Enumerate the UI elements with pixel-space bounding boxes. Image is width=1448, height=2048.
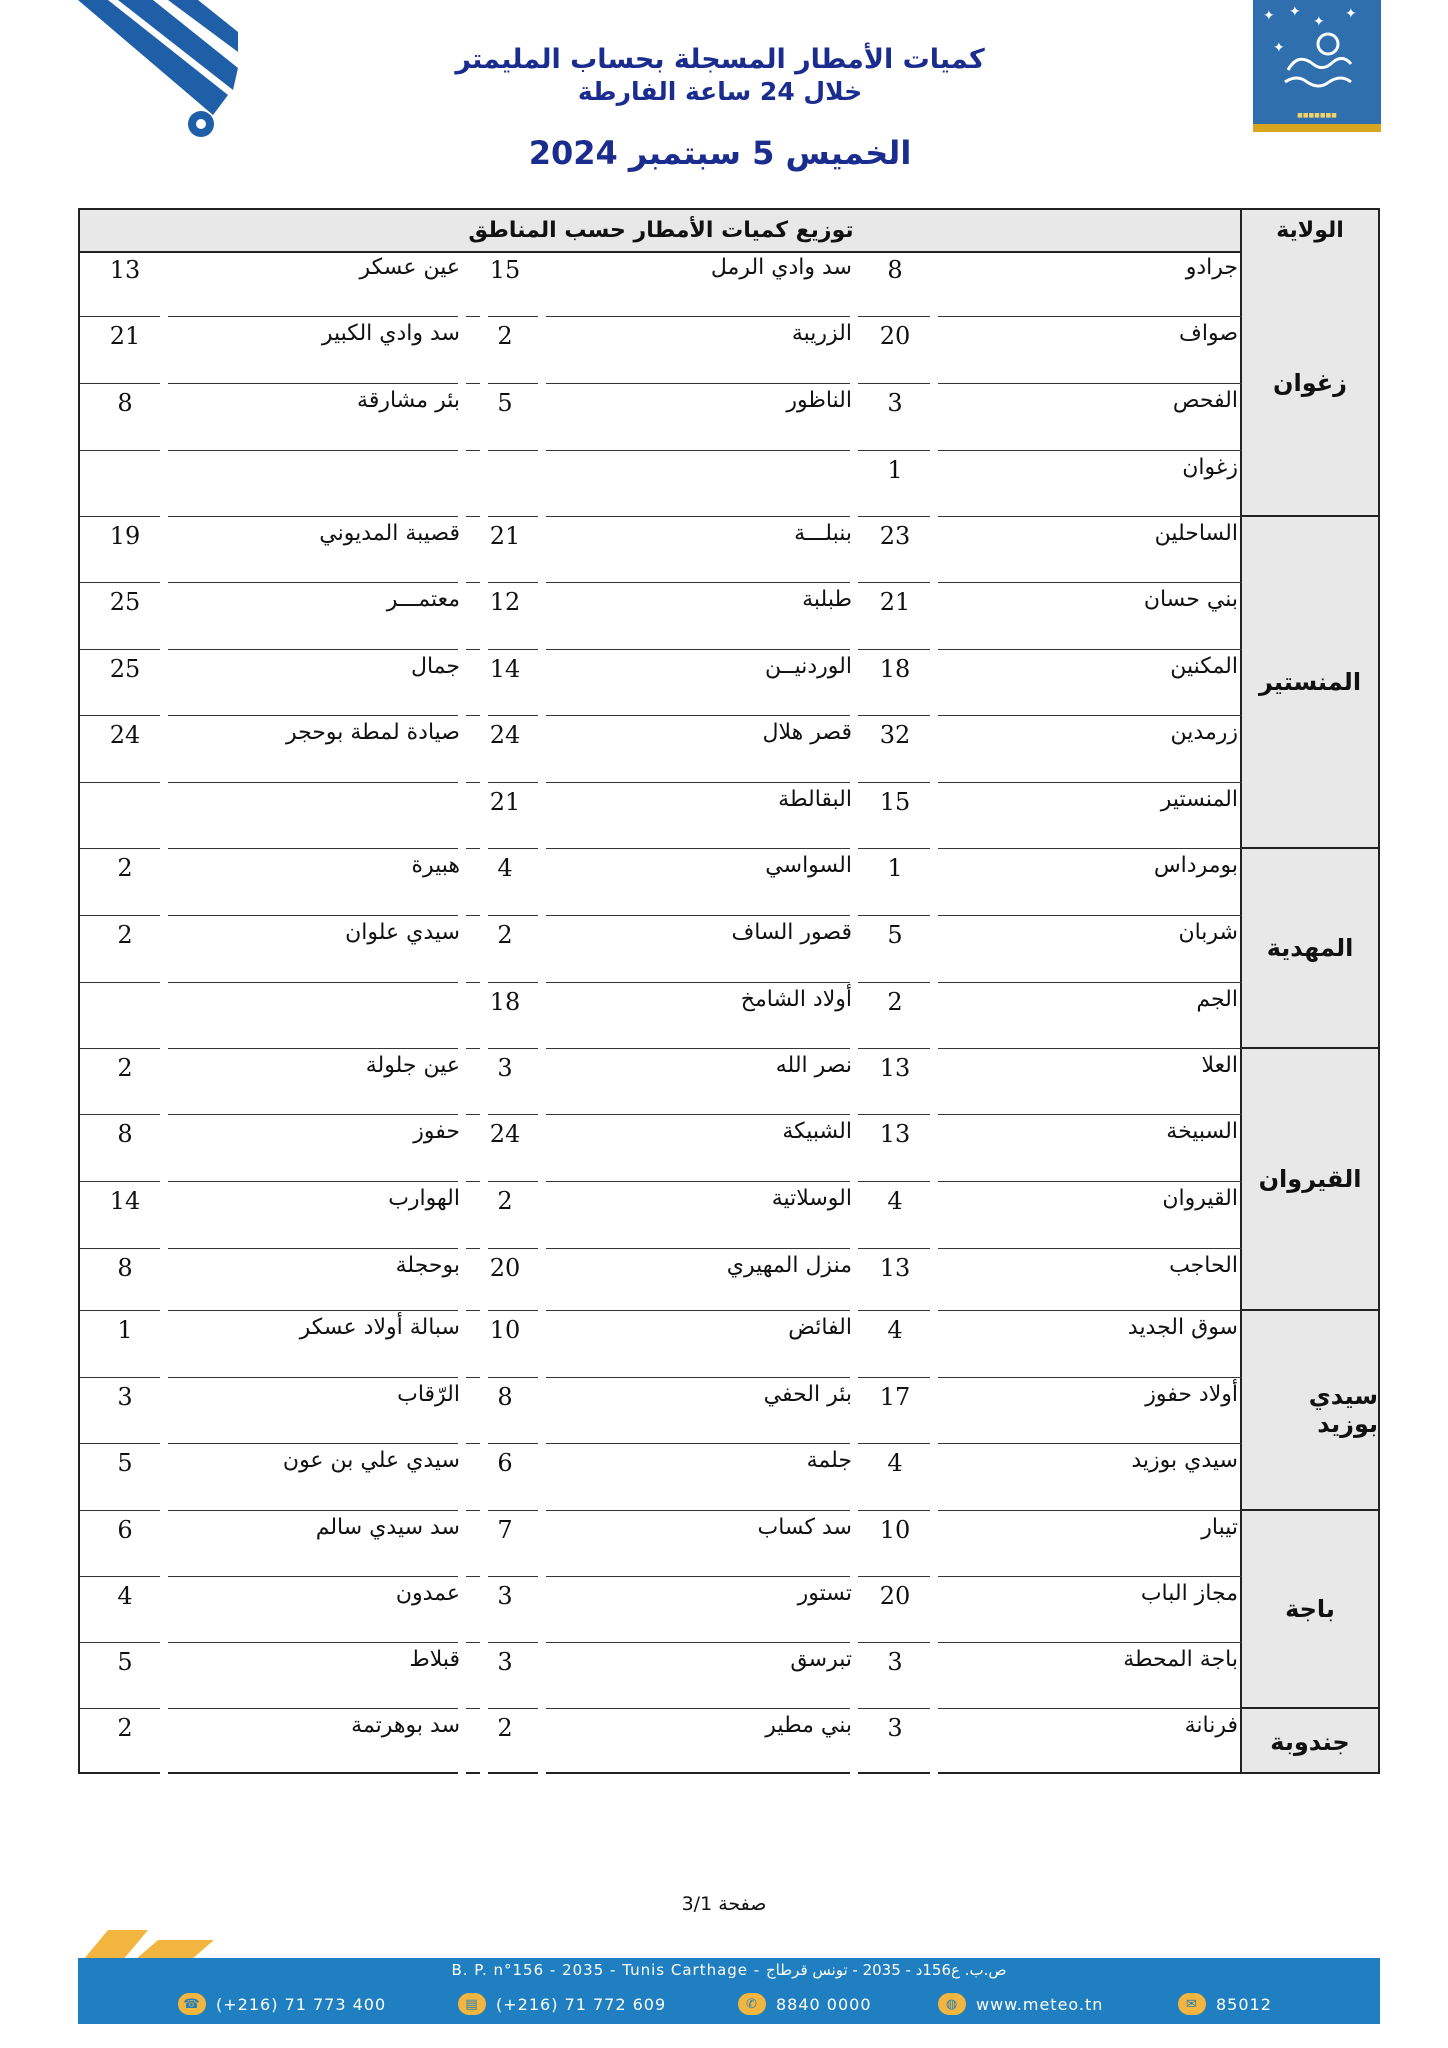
phone-icon: ☎ bbox=[178, 1993, 206, 2015]
footer-website bbox=[938, 1991, 1103, 2017]
rain-value: 6 bbox=[497, 1449, 513, 1477]
report-subtitle: خلال 24 ساعة الفارطة bbox=[577, 77, 863, 106]
fax-number: (+216) 71 772 609 bbox=[496, 1994, 667, 2014]
table-row bbox=[80, 451, 1242, 517]
station-name: الناظور bbox=[786, 388, 852, 413]
governorate-cell: القيروان bbox=[1242, 1049, 1378, 1311]
footer-address: B. P. n°156 - 2035 - Tunis Carthage - ص.ب. ع156د - 2035 - تونس قرطاج bbox=[451, 1961, 1007, 1979]
table-body bbox=[80, 251, 1242, 1772]
station-name: الوردنيــن bbox=[764, 654, 852, 679]
rain-value: 25 bbox=[109, 655, 141, 683]
station-name: طبلبة bbox=[802, 587, 852, 612]
rain-value: 24 bbox=[489, 1120, 521, 1148]
station-name: سوق الجديد bbox=[1127, 1315, 1238, 1340]
table-row bbox=[80, 1709, 1242, 1774]
rain-value: 8 bbox=[117, 1254, 133, 1282]
table-row bbox=[80, 1444, 1242, 1511]
rain-value: 2 bbox=[117, 1054, 133, 1082]
stripe-logo-icon bbox=[78, 0, 238, 140]
station-name: هبيرة bbox=[411, 853, 460, 878]
rain-value: 5 bbox=[117, 1449, 133, 1477]
globe-icon: ◍ bbox=[938, 1993, 966, 2015]
table-row bbox=[80, 1249, 1242, 1311]
governorate-column bbox=[1240, 251, 1378, 1772]
rain-value: 2 bbox=[497, 921, 513, 949]
rain-value: 3 bbox=[497, 1582, 513, 1610]
rain-value: 2 bbox=[497, 322, 513, 350]
station-name: زغوان bbox=[1182, 455, 1238, 480]
rain-value: 5 bbox=[117, 1648, 133, 1676]
table-row bbox=[80, 583, 1242, 650]
table-row bbox=[80, 1115, 1242, 1182]
table-row bbox=[80, 1311, 1242, 1378]
table-row bbox=[80, 783, 1242, 849]
phone-number: (+216) 71 773 400 bbox=[216, 1994, 387, 2014]
station-name: نصر الله bbox=[775, 1053, 852, 1078]
footer-fax bbox=[458, 1991, 666, 2017]
rain-value: 13 bbox=[879, 1120, 911, 1148]
rain-value: 20 bbox=[489, 1254, 521, 1282]
rain-value: 8 bbox=[117, 1120, 133, 1148]
station-name: سد كساب bbox=[757, 1515, 852, 1540]
rain-value: 21 bbox=[109, 322, 141, 350]
rain-value: 15 bbox=[489, 256, 521, 284]
station-name: الحاجب bbox=[1169, 1253, 1238, 1278]
rain-value: 4 bbox=[117, 1582, 133, 1610]
station-name: المكنين bbox=[1170, 654, 1238, 679]
rain-value: 4 bbox=[887, 1187, 903, 1215]
station-name: السبيخة bbox=[1166, 1119, 1238, 1144]
station-name: زرمدين bbox=[1170, 720, 1238, 745]
station-name: سيدي علوان bbox=[345, 920, 460, 945]
rain-value: 2 bbox=[887, 988, 903, 1016]
divider-gap bbox=[538, 1772, 546, 1776]
station-name: الوسلاتية bbox=[771, 1186, 852, 1211]
station-name: حفوز bbox=[413, 1119, 460, 1144]
rain-value: 3 bbox=[887, 1648, 903, 1676]
rain-value: 14 bbox=[109, 1187, 141, 1215]
station-name: مجاز الباب bbox=[1140, 1581, 1238, 1606]
rain-value: 4 bbox=[497, 854, 513, 882]
divider-gap bbox=[850, 1772, 858, 1776]
rain-value: 3 bbox=[887, 389, 903, 417]
station-name: الفائض bbox=[788, 1315, 852, 1340]
rain-value: 20 bbox=[879, 1582, 911, 1610]
rain-value: 17 bbox=[879, 1383, 911, 1411]
divider-gap bbox=[160, 1772, 168, 1776]
rain-value: 3 bbox=[117, 1383, 133, 1411]
station-name: قبلاط bbox=[409, 1647, 460, 1672]
divider-gap bbox=[458, 1772, 466, 1776]
station-name: سبالة أولاد عسكر bbox=[299, 1315, 460, 1340]
table-row bbox=[80, 384, 1242, 451]
footer-green-line bbox=[738, 1991, 872, 2017]
station-name: باجة المحطة bbox=[1123, 1647, 1238, 1672]
station-name: سيدي بوزيد bbox=[1131, 1448, 1238, 1473]
rain-value: 4 bbox=[887, 1449, 903, 1477]
station-name: بني حسان bbox=[1143, 587, 1238, 612]
green-number: 8840 0000 bbox=[776, 1994, 872, 2014]
rain-value: 1 bbox=[887, 456, 903, 484]
rainfall-table bbox=[78, 208, 1380, 1774]
station-name: قصيبة المديوني bbox=[319, 521, 460, 546]
station-name: شربان bbox=[1178, 920, 1238, 945]
station-name: سد بوهرتمة bbox=[351, 1713, 460, 1738]
star-icon: ✦ bbox=[1273, 40, 1285, 56]
governorate-cell: سيدي بوزيد bbox=[1242, 1311, 1378, 1511]
rain-value: 8 bbox=[117, 389, 133, 417]
rain-value: 24 bbox=[489, 721, 521, 749]
rain-value: 5 bbox=[497, 389, 513, 417]
header-distribution: توزيع كميات الأمطار حسب المناطق bbox=[468, 218, 854, 243]
station-name: جمال bbox=[410, 654, 460, 679]
footer-sms bbox=[1178, 1991, 1272, 2017]
rain-value: 1 bbox=[887, 854, 903, 882]
institute-caption: ■■■■■■■ bbox=[1297, 112, 1337, 119]
rain-value: 2 bbox=[497, 1187, 513, 1215]
rain-value: 21 bbox=[489, 788, 521, 816]
institute-logo bbox=[1253, 0, 1381, 132]
station-name: قصر هلال bbox=[762, 720, 852, 745]
green-phone-icon: ✆ bbox=[738, 1993, 766, 2015]
rain-value: 12 bbox=[489, 588, 521, 616]
governorate-cell: جندوبة bbox=[1270, 1727, 1350, 1756]
header-governorate: الولاية bbox=[1240, 210, 1378, 251]
rain-value: 3 bbox=[887, 1714, 903, 1742]
rain-value: 25 bbox=[109, 588, 141, 616]
rain-value: 3 bbox=[497, 1648, 513, 1676]
station-name: السواسي bbox=[765, 853, 852, 878]
sun-wave-icon bbox=[1283, 30, 1353, 90]
station-name: الزريبة bbox=[791, 321, 852, 346]
station-name: أولاد الشامخ bbox=[740, 987, 852, 1012]
station-name: منزل المهيري bbox=[726, 1253, 852, 1278]
star-icon: ✦ bbox=[1345, 6, 1357, 22]
rain-value: 5 bbox=[887, 921, 903, 949]
table-row bbox=[80, 849, 1242, 916]
station-name: سد سيدي سالم bbox=[315, 1515, 460, 1540]
station-name: سد وادي الكبير bbox=[321, 321, 460, 346]
station-name: بني مطير bbox=[765, 1713, 852, 1738]
station-name: سيدي علي بن عون bbox=[282, 1448, 460, 1473]
rain-value: 10 bbox=[489, 1316, 521, 1344]
station-name: الهوارب bbox=[388, 1186, 460, 1211]
page-number: صفحة 3/1 bbox=[681, 1893, 767, 1915]
rain-value: 13 bbox=[109, 256, 141, 284]
table-row bbox=[80, 1643, 1242, 1709]
station-name: تيبار bbox=[1201, 1515, 1238, 1540]
rain-value: 6 bbox=[117, 1516, 133, 1544]
table-row bbox=[80, 517, 1242, 583]
table-row bbox=[80, 1511, 1242, 1577]
station-name: عين عسكر bbox=[359, 255, 460, 280]
star-icon: ✦ bbox=[1289, 4, 1301, 20]
rain-value: 18 bbox=[879, 655, 911, 683]
table-row bbox=[80, 650, 1242, 716]
station-name: صواف bbox=[1179, 321, 1238, 346]
rain-value: 14 bbox=[489, 655, 521, 683]
station-name: بوحجلة bbox=[395, 1253, 460, 1278]
station-name: سد وادي الرمل bbox=[710, 255, 852, 280]
station-name: جرادو bbox=[1185, 255, 1238, 280]
fax-icon: ▤ bbox=[458, 1993, 486, 2015]
station-name: بئر مشارقة bbox=[357, 388, 460, 413]
station-name: الشبيكة bbox=[782, 1119, 852, 1144]
table-row bbox=[80, 251, 1242, 317]
table-row bbox=[80, 1182, 1242, 1249]
rain-value: 23 bbox=[879, 522, 911, 550]
rain-value: 1 bbox=[117, 1316, 133, 1344]
station-name: القيروان bbox=[1162, 1186, 1238, 1211]
rain-value: 13 bbox=[879, 1254, 911, 1282]
rain-value: 18 bbox=[489, 988, 521, 1016]
station-name: المنستير bbox=[1160, 787, 1238, 812]
table-row bbox=[80, 1049, 1242, 1115]
table-row bbox=[80, 1577, 1242, 1643]
station-name: أولاد حفوز bbox=[1145, 1382, 1238, 1407]
sms-number: 85012 bbox=[1216, 1994, 1272, 2014]
station-name: الجم bbox=[1196, 987, 1238, 1012]
divider-gap bbox=[930, 1772, 938, 1776]
table-row bbox=[80, 983, 1242, 1049]
footer-bar bbox=[78, 1958, 1380, 2024]
station-name: عمدون bbox=[395, 1581, 460, 1606]
governorate-cell: باجة bbox=[1242, 1511, 1378, 1709]
rain-value: 2 bbox=[497, 1714, 513, 1742]
star-icon: ✦ bbox=[1313, 14, 1325, 30]
table-row bbox=[80, 716, 1242, 783]
rain-value: 32 bbox=[879, 721, 911, 749]
rain-value: 10 bbox=[879, 1516, 911, 1544]
sms-icon: ✉ bbox=[1178, 1993, 1206, 2015]
table-row bbox=[80, 1378, 1242, 1444]
rain-value: 21 bbox=[879, 588, 911, 616]
rain-value: 8 bbox=[887, 256, 903, 284]
rain-value: 13 bbox=[879, 1054, 911, 1082]
station-name: الفحص bbox=[1172, 388, 1238, 413]
rain-value: 2 bbox=[117, 1714, 133, 1742]
governorate-cell: زغوان bbox=[1242, 251, 1378, 517]
website-link[interactable]: www.meteo.tn bbox=[976, 1994, 1104, 2014]
report-title: كميات الأمطار المسجلة بحساب المليمتر bbox=[455, 44, 985, 75]
station-name: البقالطة bbox=[778, 787, 852, 812]
table-row bbox=[80, 317, 1242, 384]
station-name: فرنانة bbox=[1184, 1713, 1238, 1738]
rain-value: 20 bbox=[879, 322, 911, 350]
station-name: بومرداس bbox=[1153, 853, 1238, 878]
report-date: الخميس 5 سبتمبر 2024 bbox=[528, 134, 912, 172]
station-name: تبرسق bbox=[790, 1647, 852, 1672]
station-name: جلمة bbox=[806, 1448, 852, 1473]
table-row bbox=[80, 916, 1242, 983]
rain-value: 8 bbox=[497, 1383, 513, 1411]
rain-value: 7 bbox=[497, 1516, 513, 1544]
rain-value: 2 bbox=[117, 854, 133, 882]
station-name: الساحلين bbox=[1154, 521, 1238, 546]
station-name: الرّقاب bbox=[397, 1382, 460, 1407]
footer-phone bbox=[178, 1991, 386, 2017]
star-icon: ✦ bbox=[1263, 8, 1275, 24]
station-name: تستور bbox=[797, 1581, 852, 1606]
station-name: العلا bbox=[1201, 1053, 1238, 1078]
rain-value: 21 bbox=[489, 522, 521, 550]
station-name: عين جلولة bbox=[365, 1053, 460, 1078]
governorate-cell: المهدية bbox=[1242, 849, 1378, 1049]
station-name: صيادة لمطة بوحجر bbox=[285, 720, 460, 745]
table-header bbox=[80, 210, 1378, 253]
divider-gap bbox=[480, 1772, 488, 1776]
rain-value: 19 bbox=[109, 522, 141, 550]
rain-value: 2 bbox=[117, 921, 133, 949]
station-name: بنبلـــة bbox=[794, 521, 852, 546]
station-name: معتمـــر bbox=[386, 587, 460, 612]
governorate-cell: المنستير bbox=[1242, 517, 1378, 849]
rain-value: 3 bbox=[497, 1054, 513, 1082]
rain-value: 4 bbox=[887, 1316, 903, 1344]
rain-value: 15 bbox=[879, 788, 911, 816]
rain-value: 24 bbox=[109, 721, 141, 749]
station-name: قصور الساف bbox=[731, 920, 852, 945]
station-name: بئر الحفي bbox=[763, 1382, 852, 1407]
